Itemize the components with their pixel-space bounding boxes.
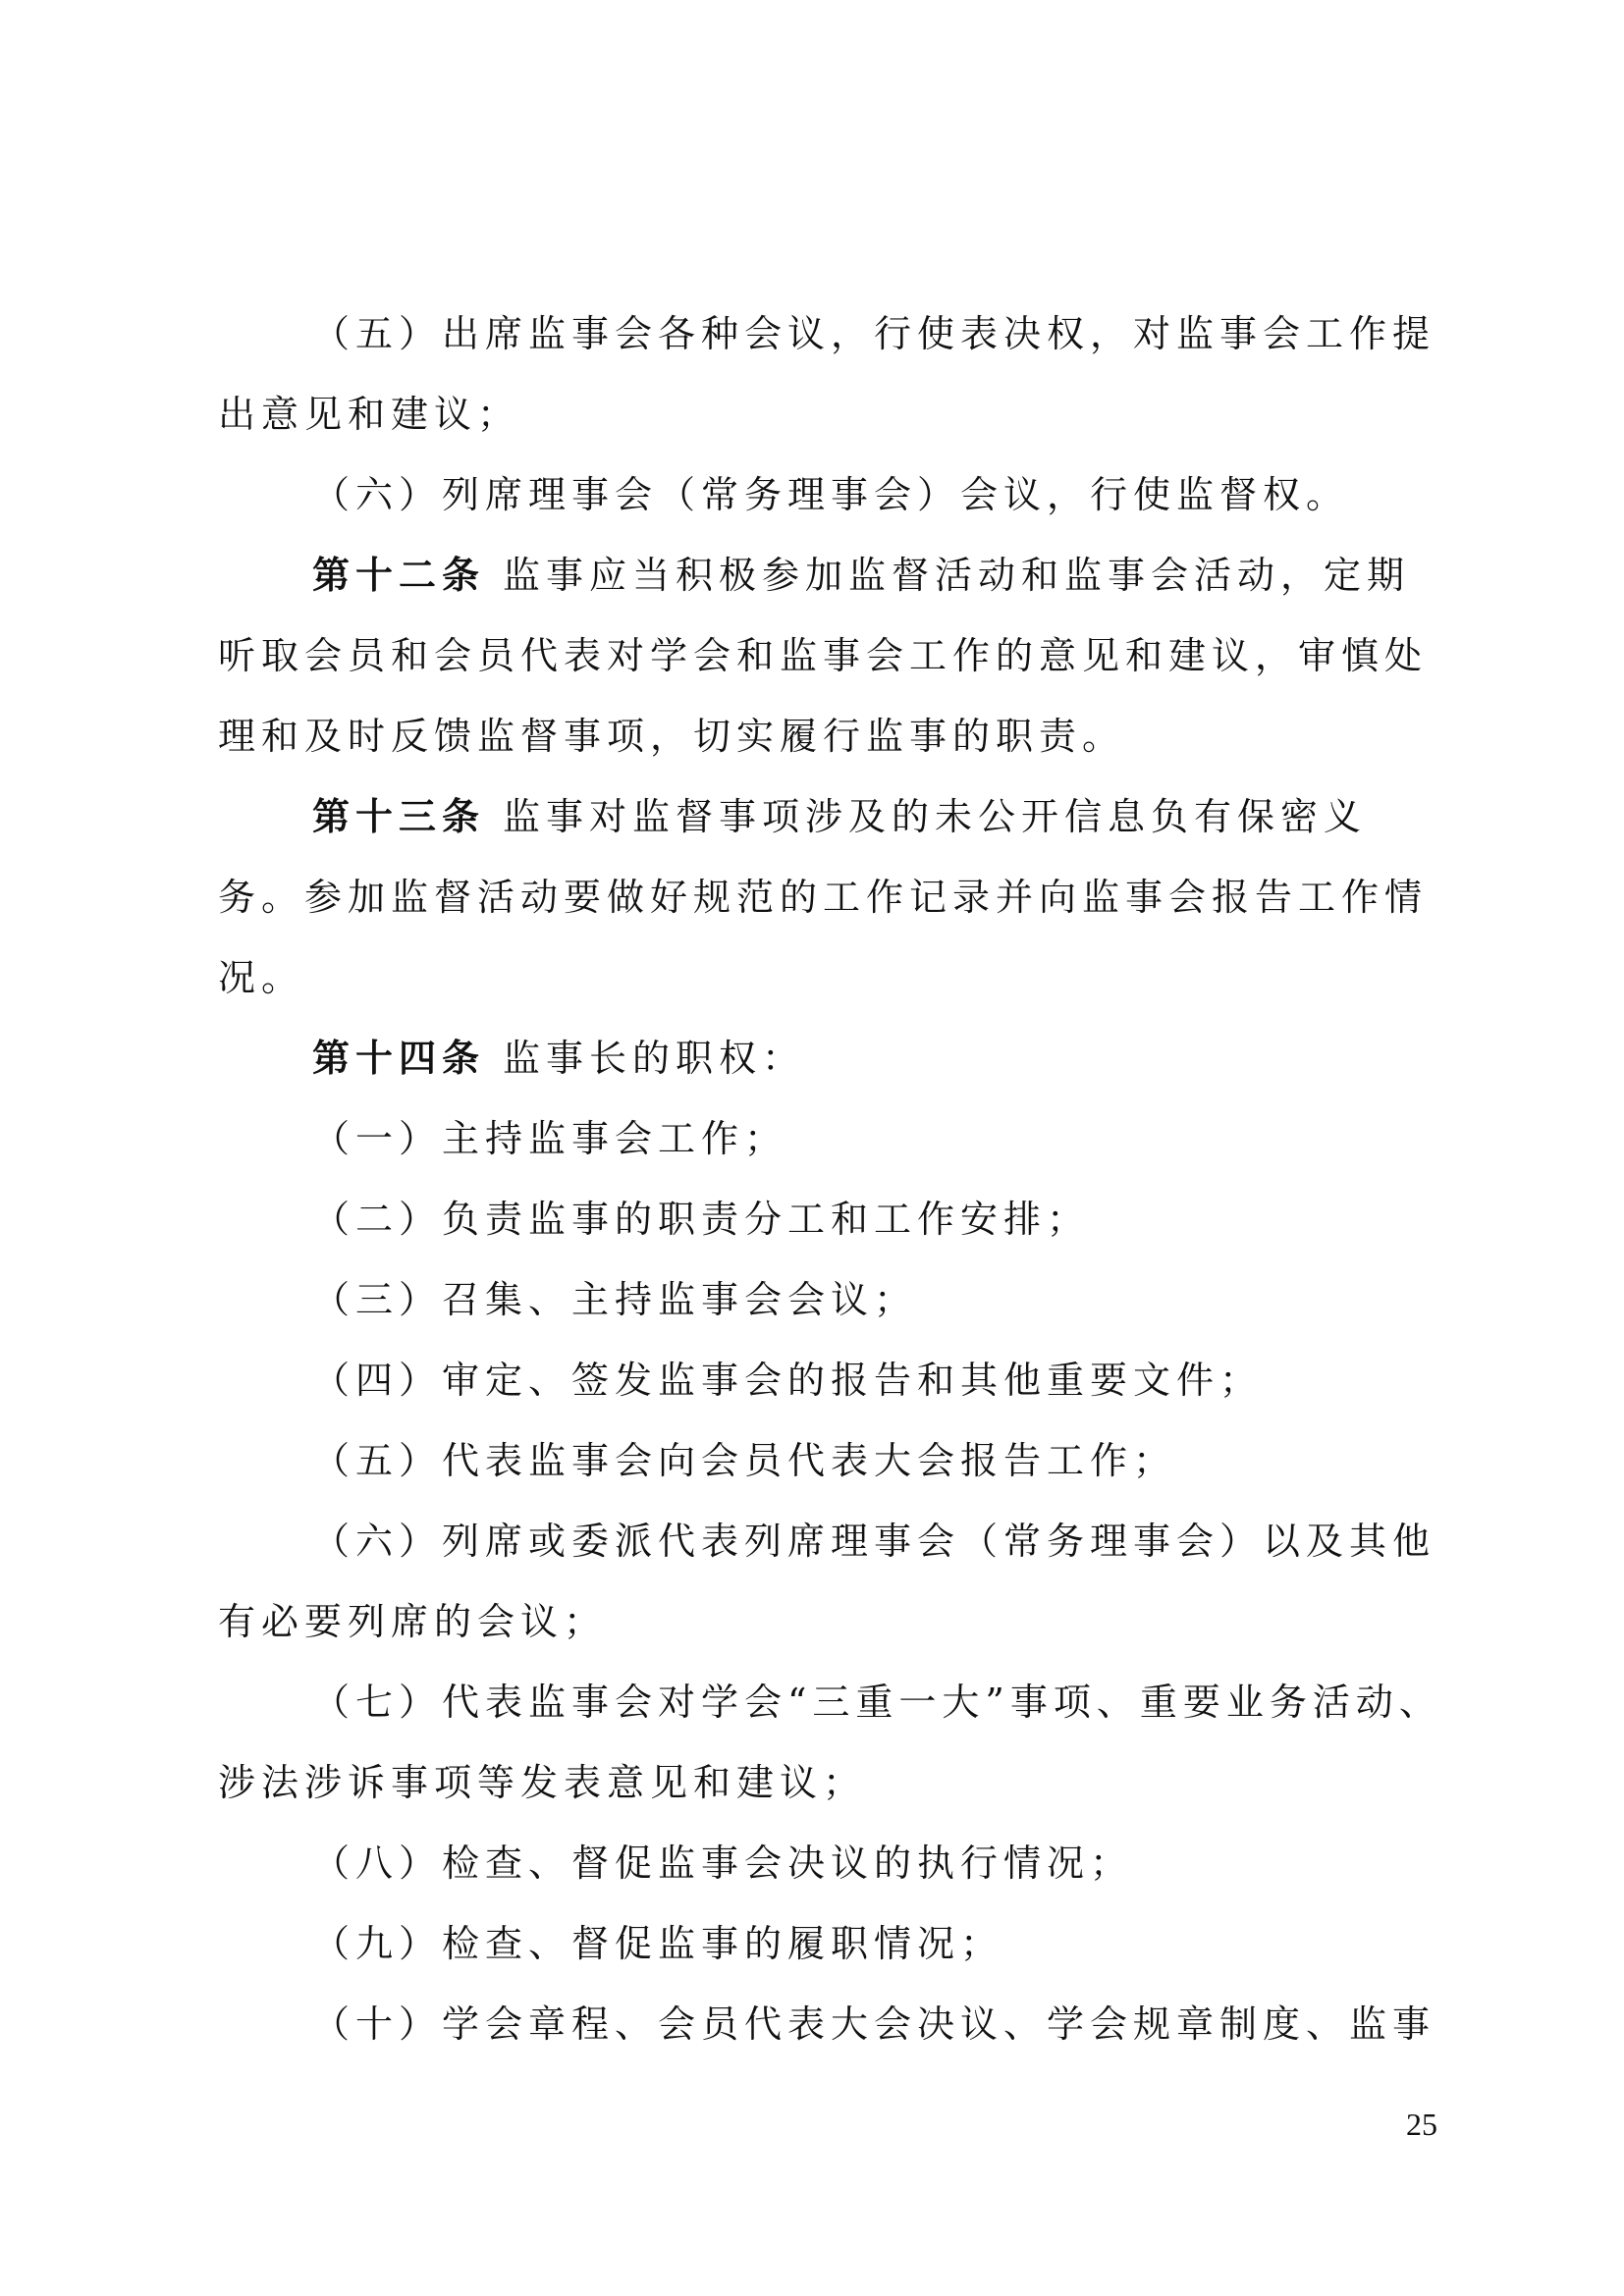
list-item: （八）检查、督促监事会决议的执行情况； [312, 1842, 1134, 1885]
text-line: 有必要列席的会议； [218, 1600, 608, 1643]
page-number: 25 [1406, 2107, 1437, 2142]
text-line: 涉法涉诉事项等发表意见和建议； [218, 1761, 867, 1804]
list-item: （一）主持监事会工作； [312, 1117, 788, 1160]
text-line: （六）列席理事会（常务理事会）会议，行使监督权。 [312, 473, 1350, 516]
list-item: （七）代表监事会对学会“三重一大”事项、重要业务活动、 [312, 1681, 1442, 1724]
article-14-line: 第十四条 监事长的职权： [312, 1037, 806, 1080]
list-item: （六）列席或委派代表列席理事会（常务理事会）以及其他 [312, 1520, 1436, 1563]
article-heading: 第十三条 [312, 795, 486, 838]
text-line: 听取会员和会员代表对学会和监事会工作的意见和建议，审慎处 [218, 634, 1429, 677]
text-line: 况。 [218, 956, 305, 999]
text-line: 务。参加监督活动要做好规范的工作记录并向监事会报告工作情 [218, 876, 1429, 919]
list-item: （二）负责监事的职责分工和工作安排； [312, 1198, 1091, 1241]
text-line: （五）出席监事会各种会议，行使表决权，对监事会工作提 [312, 312, 1436, 355]
list-item: （九）检查、督促监事的履职情况； [312, 1922, 1004, 1965]
list-item: （三）召集、主持监事会会议； [312, 1278, 918, 1321]
text-line: 出意见和建议； [218, 393, 521, 436]
list-item: （五）代表监事会向会员代表大会报告工作； [312, 1439, 1177, 1482]
article-13-line: 第十三条 监事对监督事项涉及的未公开信息负有保密义 [312, 795, 1368, 838]
text-line: 理和及时反馈监督事项，切实履行监事的职责。 [218, 715, 1126, 758]
list-item: （十）学会章程、会员代表大会决议、学会规章制度、监事 [312, 2002, 1436, 2046]
article-12-line: 第十二条 监事应当积极参加监督活动和监事会活动，定期 [312, 554, 1411, 597]
list-item: （四）审定、签发监事会的报告和其他重要文件； [312, 1359, 1264, 1402]
article-heading: 第十二条 [312, 554, 486, 597]
article-heading: 第十四条 [312, 1037, 486, 1080]
